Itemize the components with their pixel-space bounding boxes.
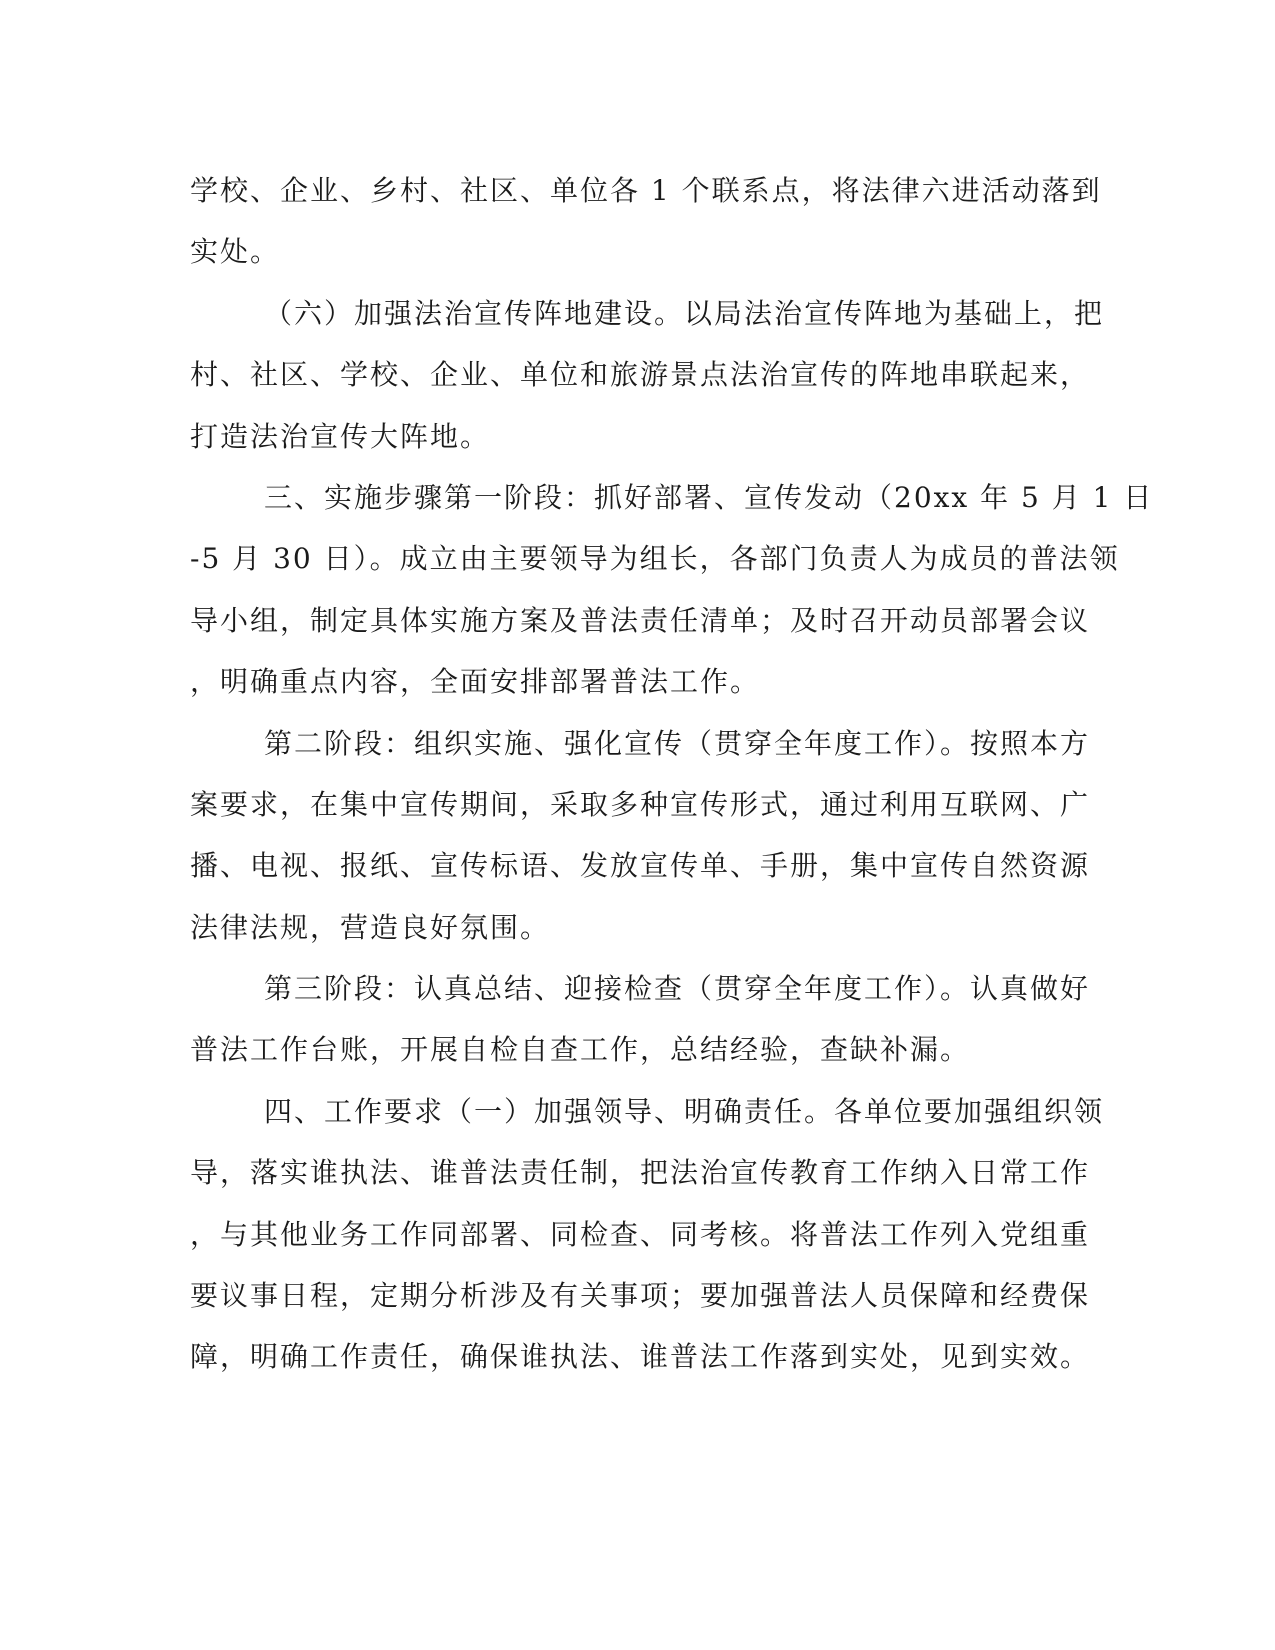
- text-line: 法律法规，营造良好氛围。: [190, 910, 551, 944]
- text-line: ，与其他业务工作同部署、同检查、同考核。将普法工作列入党组重: [190, 1217, 1091, 1251]
- paragraph: [190, 958, 1090, 1081]
- text-line: 障，明确工作责任，确保谁执法、谁普法工作落到实处，见到实效。: [190, 1340, 1091, 1374]
- paragraph: [190, 713, 1090, 959]
- text-line: 三、实施步骤第一阶段：抓好部署、宣传发动（20xx 年 5 月 1 日: [264, 480, 1154, 514]
- text-line: 第二阶段：组织实施、强化宣传（贯穿全年度工作）。按照本方: [264, 726, 1091, 760]
- text-line: 要议事日程，定期分析涉及有关事项；要加强普法人员保障和经费保: [190, 1279, 1091, 1313]
- text-line: -5 月 30 日）。成立由主要领导为组长，各部门负责人为成员的普法领: [190, 542, 1120, 576]
- text-line: （六）加强法治宣传阵地建设。以局法治宣传阵地为基础上，把: [264, 296, 1105, 330]
- text-line: 普法工作台账，开展自检自查工作，总结经验，查缺补漏。: [190, 1033, 971, 1067]
- paragraph: [190, 467, 1154, 713]
- document-body: [190, 160, 1154, 1388]
- text-line: 第三阶段：认真总结、迎接检查（贯穿全年度工作）。认真做好: [264, 972, 1091, 1006]
- text-line: 导，落实谁执法、谁普法责任制，把法治宣传教育工作纳入日常工作: [190, 1156, 1091, 1190]
- text-line: 学校、企业、乡村、社区、单位各 1 个联系点，将法律六进活动落到: [190, 174, 1102, 207]
- text-line: 村、社区、学校、企业、单位和旅游景点法治宣传的阵地串联起来，: [190, 358, 1091, 392]
- text-line: 播、电视、报纸、宣传标语、发放宣传单、手册，集中宣传自然资源: [190, 849, 1091, 883]
- paragraph: [190, 1081, 1105, 1388]
- text-line: 打造法治宣传大阵地。: [190, 419, 491, 453]
- paragraph: [190, 160, 1102, 283]
- text-line: 实处。: [190, 235, 281, 269]
- text-line: 导小组，制定具体实施方案及普法责任清单；及时召开动员部署会议: [190, 603, 1091, 637]
- paragraph: [190, 283, 1105, 467]
- text-line: 四、工作要求（一）加强领导、明确责任。各单位要加强组织领: [264, 1094, 1105, 1128]
- text-line: 案要求，在集中宣传期间，采取多种宣传形式，通过利用互联网、广: [190, 787, 1091, 821]
- text-line: ，明确重点内容，全面安排部署普法工作。: [190, 665, 761, 699]
